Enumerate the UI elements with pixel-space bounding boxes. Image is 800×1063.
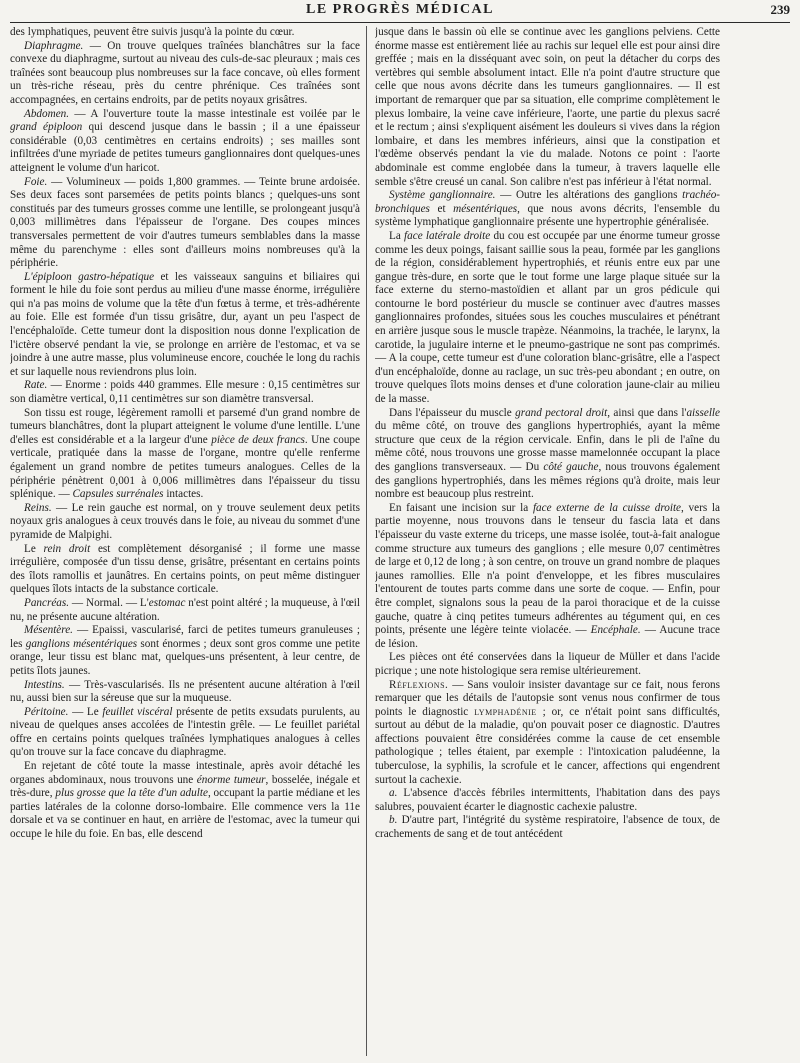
paragraph-text: — Très-vascularisés. Ils ne présentent aucune altération à l'œil nu, aussi bien sur la séreuse que sur la muqueuse. xyxy=(10,678,360,705)
paragraph-systeme-ganglionnaire xyxy=(375,189,720,230)
section-lead: Réflexions. xyxy=(389,678,449,691)
paragraph-text: — A l'ouverture toute la masse intestinale est voilée par le xyxy=(69,107,360,120)
journal-title: LE PROGRÈS MÉDICAL xyxy=(305,2,495,17)
italic-term: côté gauche xyxy=(543,461,599,473)
smallcaps-term: lymphadénie xyxy=(474,705,537,718)
paragraph-text: est complètement désorganisé ; il forme une masse irrégulière, composée d'un tissu dense, grisâtre, présentant en certains points des îlots ramollis et jaunâtres. En certains points, on peut même distinguer quelques îlots intacts de la substance corticale. xyxy=(10,542,360,596)
italic-term: ganglions mésentériques xyxy=(25,637,138,650)
paragraph-rein-droit xyxy=(10,543,360,597)
paragraph-reins xyxy=(10,502,360,543)
paragraph-peritoine xyxy=(10,706,360,760)
page-header xyxy=(10,0,790,23)
paragraph-text: — Aucune trace de lésion. xyxy=(375,624,720,650)
italic-term: grand pectoral droit xyxy=(515,406,608,419)
paragraph-text: La xyxy=(389,229,405,242)
paragraph-abdomen xyxy=(10,108,360,176)
paragraph-text: — Le rein gauche est normal, on y trouve seulement deux petits noyaux gris analogues à ceux trouvés dans le foie, au niveau du sommet d'une pyramide de Malpighi. xyxy=(10,501,360,541)
italic-term: énorme tumeur xyxy=(196,773,266,786)
left-column xyxy=(10,26,360,1056)
paragraph-pieces: Les pièces ont été conservées dans la liqueur de Müller et dans l'acide picrique ; une note histologique sera remise ultérieurement. xyxy=(375,651,720,677)
italic-term: Capsules surrénales xyxy=(72,488,164,501)
paragraph-point-a xyxy=(375,787,720,814)
list-marker: b. xyxy=(389,814,398,827)
paragraph-reflexions xyxy=(375,679,720,788)
paragraph-text: . Une coupe verticale, pratiquée dans la masse de l'organe, montre qu'elle renferme également un grand nombre de petites tumeurs analogues. Celles de la périphérie pénètrent 0,001 à 0,006 millimètres dans l'épaisseur du tissu splénique. — xyxy=(10,433,360,501)
paragraph-text: , que nous avons décrits, l'ensemble du système lymphatique ganglionnaire présente une hypertrophie généralisée. xyxy=(375,202,720,229)
paragraph-intestins xyxy=(10,679,360,706)
paragraph-text: intactes. xyxy=(163,488,204,501)
paragraph-text: , nous trouvons également des ganglions hypertrophiés, dans les mêmes régions qu'à droite, mais leur nombre est beaucoup plus restreint. xyxy=(375,461,720,501)
paragraph-text: Le xyxy=(24,542,44,555)
paragraph-text: qui descend jusque dans le bassin ; il a une épaisseur considérable (0,03 centimètres en certains endroits) ; ses mailles sont infiltrées d'une myriade de petites tumeurs ganglionnaires dont quelques-unes atteignent le volume d'un haricot. xyxy=(10,121,360,174)
section-lead: Reins. xyxy=(24,501,52,514)
paragraph-mesentere xyxy=(10,624,360,678)
column-divider xyxy=(366,26,367,1056)
paragraph-text: — Enorme : poids 440 grammes. Elle mesure : 0,15 centimètres sur son diamètre vertical, 0,11 centimètres sur son diamètre transversal. xyxy=(10,379,360,406)
right-column xyxy=(375,26,720,1056)
italic-term: trachéo-bronchiques xyxy=(375,189,720,215)
paragraph-text: — Epaissi, vascularisé, farci de petites tumeurs granuleuses ; les xyxy=(10,624,360,650)
italic-term: rein droit xyxy=(43,542,91,555)
italic-term: pièce de deux francs xyxy=(211,433,305,446)
paragraph-text: du cou est occupée par une énorme tumeur grosse comme les deux poings, faisant saillie sous la peau, formée par les ganglions de la région, considérablement hypertrophiés, et réunis entre eux par une gangue très-dure, en sorte que le tout forme une large plaque située sur la face externe du sterno-mastoïdien et allant par un gros pédicule qui contourne le bord postérieur du muscle se continuer avec d'autres masses ganglionnaires profondes, situées sous les couches musculaires et pénétrant en arrière jusque sous le muscle trapèze. Néanmoins, la trachée, le larynx, la carotide, la jugulaire interne et le pneumo-gastrique ne sont pas comprimés. — A la coupe, cette tumeur est d'une coloration blanc-grisâtre, elle a l'aspect d'un encéphaloïde, donne au raclage, un suc très-peu abondant ; en outre, on trouve quelques îlots moins denses et d'une coloration jaune-clair au milieu de la masse. xyxy=(375,229,720,406)
paragraph-rate xyxy=(10,379,360,406)
paragraph-rate-tissu xyxy=(10,407,360,502)
paragraph-foie xyxy=(10,176,360,271)
paragraph-text: Son tissu est rouge, légèrement ramolli et parsemé d'un grand nombre de tumeurs blanchâtres, dont la plupart atteignent le volume d'une lentille. L'une d'elles est considérable et a la largeur d'une xyxy=(10,406,360,446)
italic-term: plus grosse que la tête d'un adulte xyxy=(55,787,208,800)
section-lead: Mésentère. xyxy=(24,624,73,637)
italic-term: mésentériques xyxy=(453,202,518,215)
paragraph-text: présente de petits exsudats purulents, au niveau de quelques anses accolées de l'intestin grêle. — Le feuillet pariétal offre en certains points quelques traînées lymphatiques analogues à celles qu'on trouve sur la face concave du diaphragme. xyxy=(10,705,360,759)
paragraph-text: , bosselée, inégale et très-dure, xyxy=(10,773,360,800)
paragraph-text: sont énormes ; deux sont gros comme une petite orange, leur tissu est blanc mat, quelques-uns présentent, à leur centre, de petits îlots jaunes. xyxy=(10,637,360,677)
paragraph-text: , vers la partie moyenne, nous trouvons dans le tenseur du fascia lata et dans l'épaisseur du vaste externe du triceps, une masse isolée, tout-à-fait analogue comme structure aux tumeurs des ganglions ; elle mesure 0,07 centimètres de large et 0,12 de long ; à son centre, on trouve un grand nombre de plaques jaunes ramollies. Elle n'a point d'enveloppe, et les fibres musculaires l'entourent de toutes parts comme dans une sorte de coque. — Enfin, pour être complet, signalons sous la peau de la paroi thoracique et de la cuisse gauche, quatre à cinq petites tumeurs adhérentes au tégument qui, en ces points, présente une légère teinte violacée. — xyxy=(375,501,720,637)
section-lead: Système ganglionnaire. xyxy=(389,189,496,202)
paragraph-diaphragme xyxy=(10,40,360,108)
paragraph-text: D'autre part, l'intégrité du système respiratoire, l'absence de toux, de crachements de sang et de tout antécédent xyxy=(375,814,720,841)
section-lead: Péritoine. xyxy=(24,705,69,718)
paragraph-face-laterale xyxy=(375,230,720,407)
section-lead: L'épiploon gastro-hépatique xyxy=(24,270,155,283)
page-number: 239 xyxy=(770,2,790,17)
paragraph-text: et les vaisseaux sanguins et biliaires qui forment le hile du foie sont perdus au milieu d'une masse énorme, irrégulière qui n'a pas moins de volume que la tête d'un fœtus à terme, et très-adhérente au foie. Elle est formée d'un tissu grisâtre, dur, ayant un peu l'aspect de l'encéphaloïde. Cette tumeur dont la disposition nous donne l'explication de l'ictère observé pendant la vie, se prolonge en arrière de l'estomac, et va se joindre à une autre masse, plus volumineuse encore, couchée le long du rachis et sur laquelle nous reviendrons plus loin. xyxy=(10,270,360,378)
italic-term: Encéphale. xyxy=(590,624,641,637)
paragraph-grand-pectoral xyxy=(375,407,720,502)
paragraph: jusque dans le bassin où elle se continue avec les ganglions pelviens. Cette énorme masse est entièrement liée au rachis sur lequel elle est pour ainsi dire greffée ; mais en la disséquant avec soin, on peut la détacher du corps des vertèbres qui semble absolument intact. Elle n'a point d'autre structure que celle que nous avons décrite dans les tumeurs ganglionnaires. — Il est important de remarquer que par sa situation, elle comprime complètement le plexus lombaire, la veine cave inférieure, l'aorte, une partie du plexus sacré et le rectum ; ainsi s'expliquent aisément les douleurs si vives dans la région lombaire, et dans les membres inférieurs, ainsi que la constipation et l'œdème observés pendant la vie du malade. Notons ce point : l'aorte abdominale est comme englobée dans la tumeur, à travers laquelle elle semble s'être creusé un canal. Son calibre n'est pas inférieur à l'état normal. xyxy=(375,26,720,188)
paragraph-text: — On trouve quelques traînées blanchâtres sur la face convexe du diaphragme, surtout au niveau des culs-de-sac pleuraux ; mais ces traînées sont beaucoup plus nombreuses sur la face concave, où elles forment un très-riche réseau, près du centre phrénique. Ces traînées sont accompagnées, en certains endroits, par de petits noyaux grisâtres. xyxy=(10,39,360,106)
paragraph-text: — Le xyxy=(68,705,103,718)
paragraph-text: n'est point altéré ; la muqueuse, à l'œil nu, ne présente aucune altération. xyxy=(10,596,360,623)
section-lead: Abdomen. xyxy=(24,107,70,120)
paragraph-text: — Normal. — L' xyxy=(69,596,149,609)
paragraph-text: , occupant la partie médiane et les parties latérales de la colonne dorso-lombaire. Elle commence vers la 11e dorsale et va se continuer en haut, en arrière de l'estomac, avec la tumeur qui occupe le hile du foie. En bas, elle descend xyxy=(10,787,360,841)
paragraph-text: ; or, ce n'était point sans difficultés, surtout au début de la maladie, qu'on pouvait poser ce diagnostic. D'autres affections pouvaient être considérées comme la cause de cet ensemble pathologique ; telles étaient, par exemple : l'intoxication paludéenne, la tuberculose, la syphilis, la scrofule et le cancer, affections qui engendrent surtout la cachexie. xyxy=(375,705,720,786)
section-lead: Intestins. xyxy=(24,678,65,691)
paragraph-tumeur xyxy=(10,760,360,842)
italic-term: feuillet viscéral xyxy=(102,705,173,718)
paragraph-text: — Volumineux — poids 1,800 grammes. — Teinte brune ardoisée. Ses deux faces sont parsemées de petits points blancs ; quelques-uns sont constitués par des tumeurs grosses comme une lentille, se prolongeant jusqu'à 0,003 millimètres dans l'épaisseur de l'organe. Des coupes minces transversales permettent de voir d'autres tumeurs semblables dans la masse même du parenchyme : elles sont d'ailleurs moins nombreuses qu'à la périphérie. xyxy=(10,175,360,270)
paragraph-text: , ainsi que dans l' xyxy=(607,406,687,419)
section-lead: Rate. xyxy=(24,379,48,392)
paragraph-text: Dans l'épaisseur du muscle xyxy=(389,406,516,419)
paragraph-text: En rejetant de côté toute la masse intestinale, après avoir détaché les organes abdominaux, nous trouvons une xyxy=(10,760,360,786)
list-marker: a. xyxy=(389,787,398,800)
italic-term: aisselle xyxy=(686,406,720,419)
italic-term: estomac xyxy=(148,596,186,609)
paragraph: des lymphatiques, peuvent être suivis jusqu'à la pointe du cœur. xyxy=(10,26,295,38)
paragraph-pancreas xyxy=(10,597,360,624)
italic-term: face externe de la cuisse droite xyxy=(532,501,682,514)
section-lead: Diaphragme. xyxy=(24,39,84,52)
paragraph-text: En faisant une incision sur la xyxy=(389,501,533,514)
paragraph-text: et xyxy=(429,202,454,215)
section-lead: Foie. xyxy=(24,175,48,188)
paragraph-point-b xyxy=(375,814,720,841)
paragraph-cuisse xyxy=(375,502,720,652)
section-lead: Pancréas. xyxy=(24,596,70,609)
italic-term: grand épiploon xyxy=(10,121,83,134)
paragraph-text: L'absence d'accès fébriles intermittents, l'habitation dans des pays salubres, pouvaient écarter le diagnostic cachexie palustre. xyxy=(375,787,720,813)
paragraph-text: du même côté, on trouve des ganglions hypertrophiés, ayant la même structure que ceux de la région cervicale. Enfin, dans le pli de l'aîne du même côté, nous trouvons une grosse masse mamelonnée occupant la place des ganglions transverseaux. — Du xyxy=(375,420,720,473)
paragraph-text: — Sans vouloir insister davantage sur ce fait, nous ferons remarquer que les détails de l'autopsie sont venus nous confirmer de tous points le diagnostic xyxy=(375,678,720,718)
italic-term: face latérale droite xyxy=(404,229,491,242)
paragraph-epiploon xyxy=(10,271,360,380)
paragraph-text: — Outre les altérations des ganglions xyxy=(495,189,683,202)
